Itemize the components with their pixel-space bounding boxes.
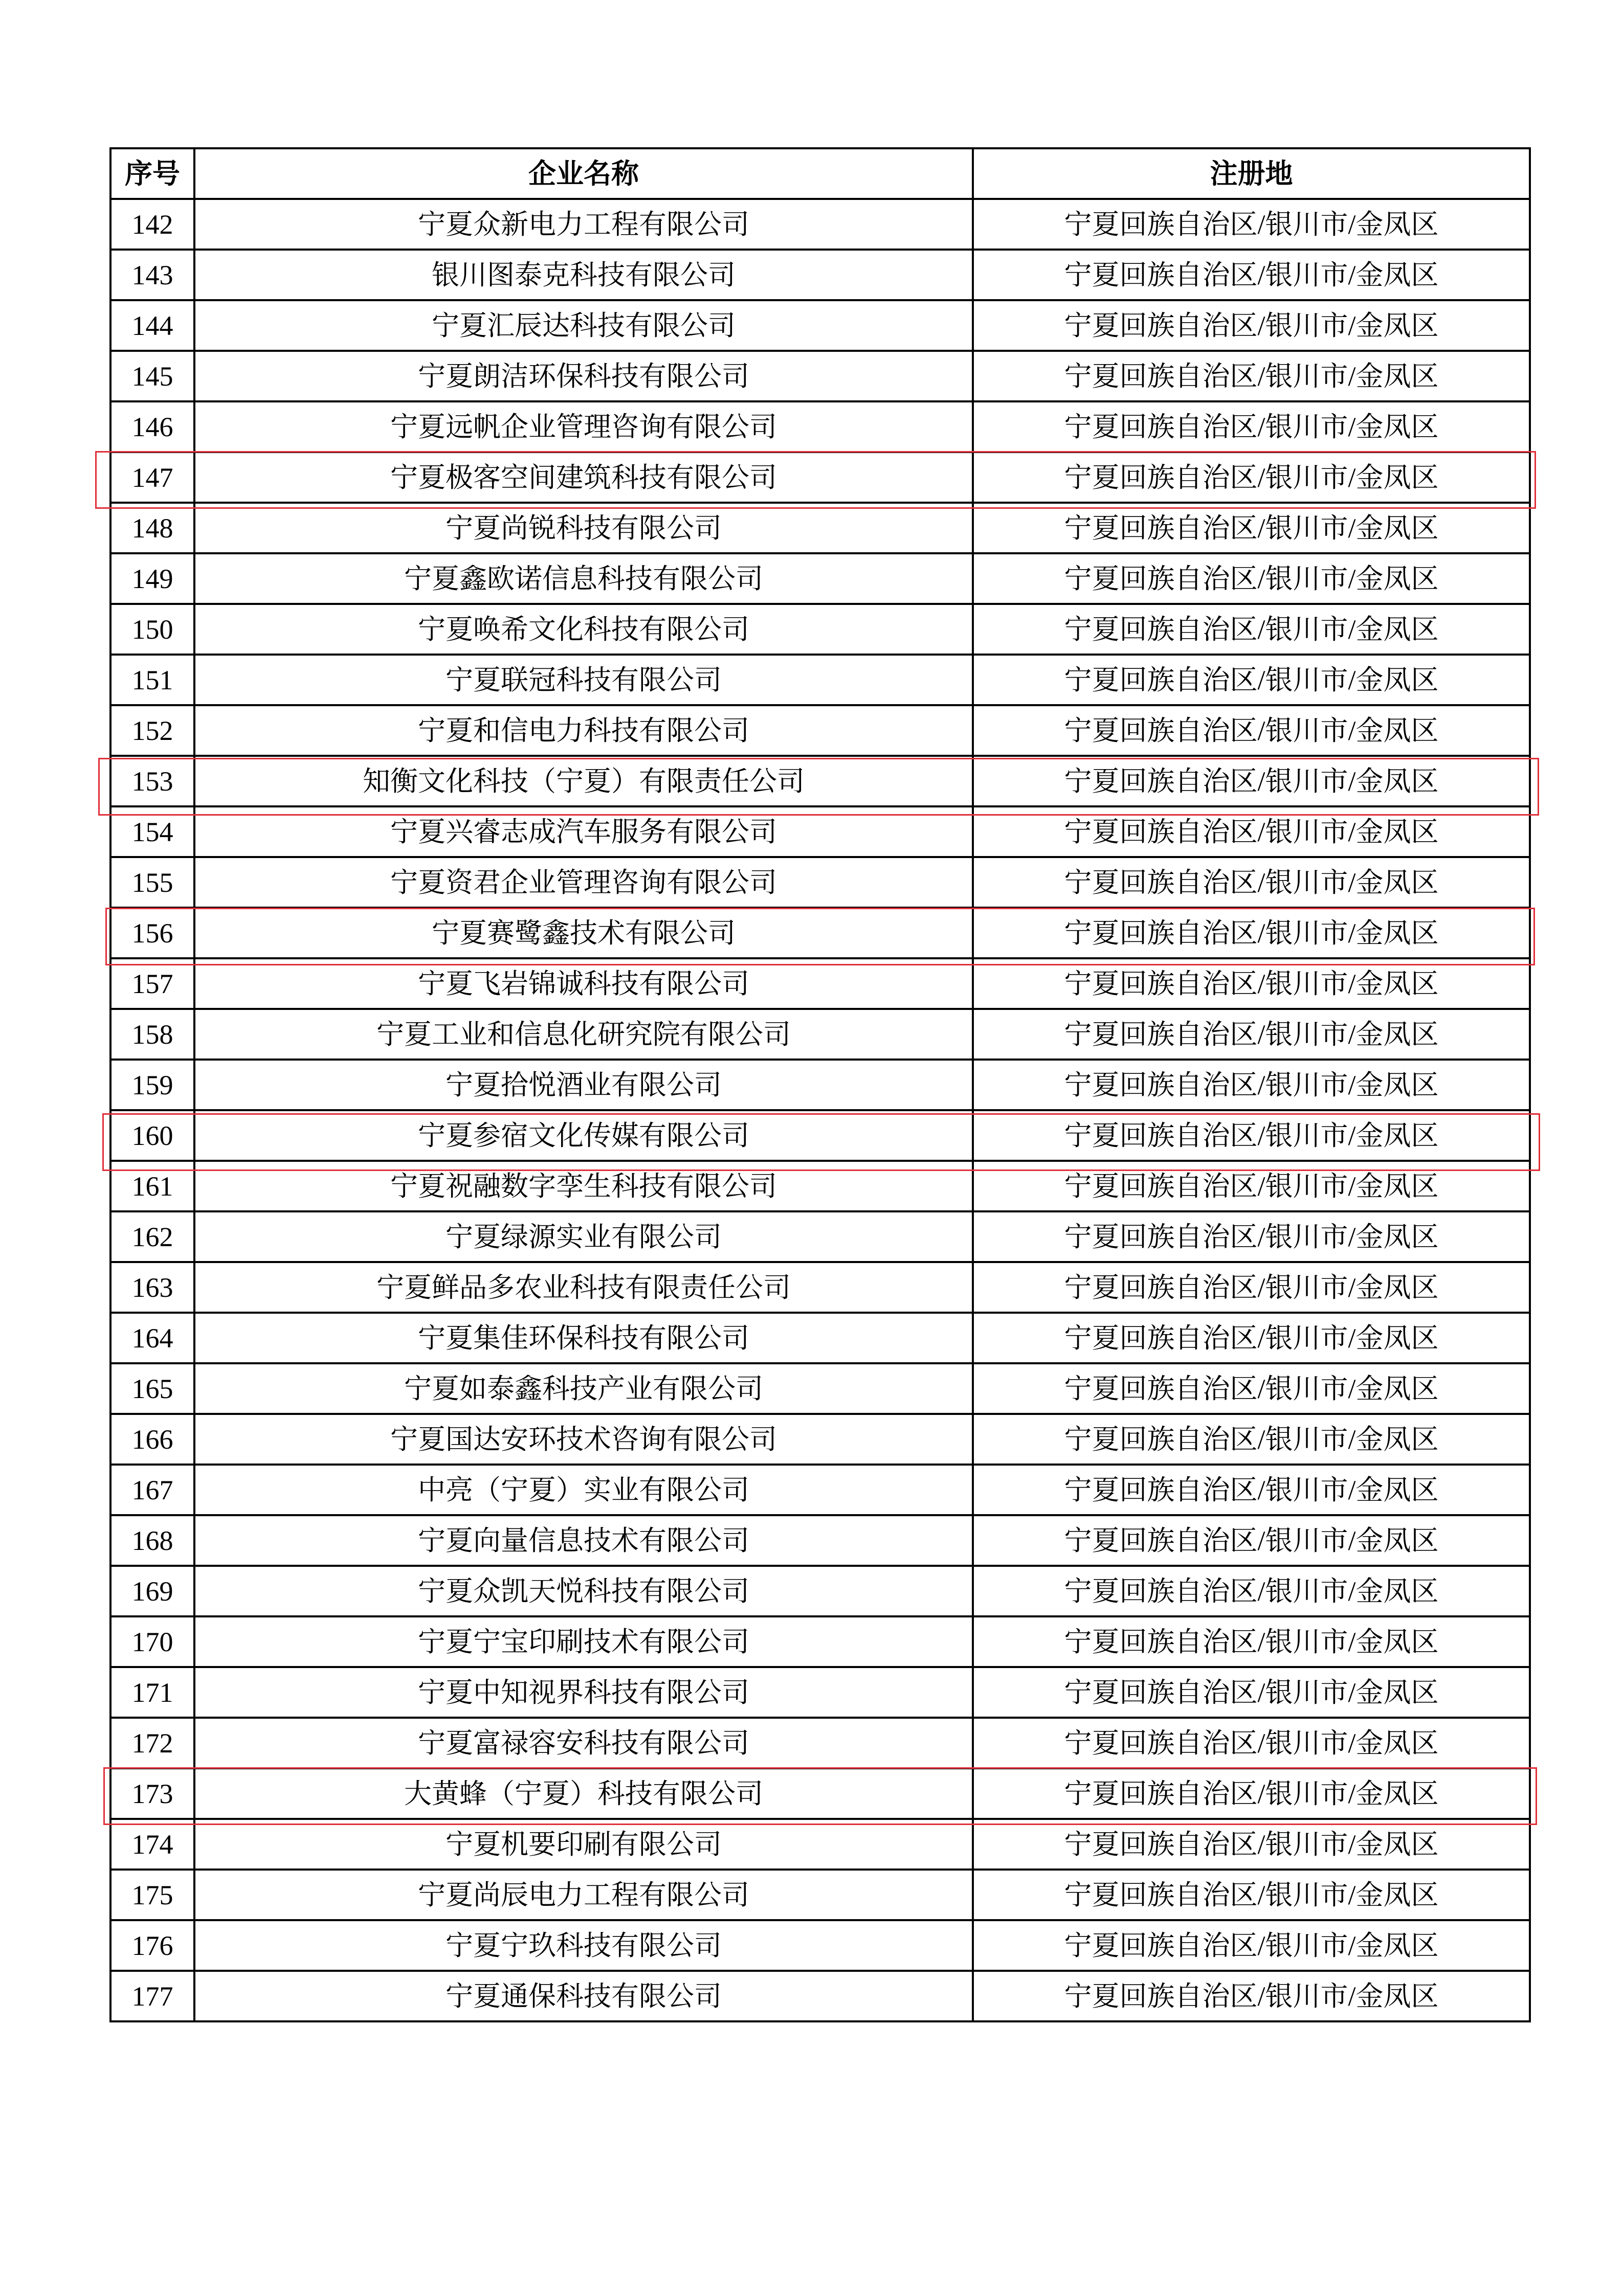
cell-seq: 171	[110, 1667, 194, 1718]
cell-company-name: 知衡文化科技（宁夏）有限责任公司	[194, 756, 973, 806]
cell-registered-place: 宁夏回族自治区/银川市/金凤区	[973, 1262, 1530, 1313]
cell-seq: 153	[110, 756, 194, 806]
cell-registered-place: 宁夏回族自治区/银川市/金凤区	[973, 1819, 1530, 1870]
cell-company-name: 宁夏向量信息技术有限公司	[194, 1515, 973, 1566]
cell-registered-place: 宁夏回族自治区/银川市/金凤区	[973, 1009, 1530, 1060]
cell-company-name: 宁夏国达安环技术咨询有限公司	[194, 1414, 973, 1465]
cell-registered-place: 宁夏回族自治区/银川市/金凤区	[973, 1870, 1530, 1920]
table-row	[110, 1211, 1530, 1262]
cell-registered-place: 宁夏回族自治区/银川市/金凤区	[973, 1920, 1530, 1971]
cell-seq: 164	[110, 1313, 194, 1363]
cell-seq: 142	[110, 199, 194, 250]
cell-company-name: 宁夏工业和信息化研究院有限公司	[194, 1009, 973, 1060]
cell-seq: 143	[110, 250, 194, 300]
table-row	[110, 1414, 1530, 1465]
cell-seq: 161	[110, 1161, 194, 1211]
cell-seq: 144	[110, 300, 194, 351]
cell-seq: 177	[110, 1971, 194, 2021]
cell-registered-place: 宁夏回族自治区/银川市/金凤区	[973, 756, 1530, 806]
cell-registered-place: 宁夏回族自治区/银川市/金凤区	[973, 1161, 1530, 1211]
cell-registered-place: 宁夏回族自治区/银川市/金凤区	[973, 958, 1530, 1009]
cell-seq: 147	[110, 452, 194, 503]
table-row	[110, 1768, 1530, 1819]
cell-seq: 165	[110, 1363, 194, 1414]
cell-registered-place: 宁夏回族自治区/银川市/金凤区	[973, 250, 1530, 300]
table-row	[110, 655, 1530, 705]
cell-seq: 155	[110, 857, 194, 908]
cell-seq: 151	[110, 655, 194, 705]
table-row	[110, 1971, 1530, 2021]
table-row	[110, 300, 1530, 351]
cell-company-name: 宁夏众凯天悦科技有限公司	[194, 1566, 973, 1616]
cell-registered-place: 宁夏回族自治区/银川市/金凤区	[973, 1718, 1530, 1768]
table-body	[110, 199, 1530, 2021]
cell-registered-place: 宁夏回族自治区/银川市/金凤区	[973, 1768, 1530, 1819]
cell-registered-place: 宁夏回族自治区/银川市/金凤区	[973, 604, 1530, 655]
cell-registered-place: 宁夏回族自治区/银川市/金凤区	[973, 1211, 1530, 1262]
cell-company-name: 宁夏众新电力工程有限公司	[194, 199, 973, 250]
cell-company-name: 宁夏唤希文化科技有限公司	[194, 604, 973, 655]
table-row	[110, 199, 1530, 250]
cell-seq: 174	[110, 1819, 194, 1870]
cell-company-name: 宁夏拾悦酒业有限公司	[194, 1060, 973, 1110]
table-row	[110, 1870, 1530, 1920]
cell-seq: 173	[110, 1768, 194, 1819]
cell-registered-place: 宁夏回族自治区/银川市/金凤区	[973, 1313, 1530, 1363]
header-registered-place: 注册地	[973, 148, 1530, 199]
cell-registered-place: 宁夏回族自治区/银川市/金凤区	[973, 908, 1530, 958]
cell-seq: 148	[110, 503, 194, 553]
cell-company-name: 宁夏极客空间建筑科技有限公司	[194, 452, 973, 503]
cell-company-name: 宁夏如泰鑫科技产业有限公司	[194, 1363, 973, 1414]
cell-seq: 150	[110, 604, 194, 655]
cell-seq: 169	[110, 1566, 194, 1616]
cell-registered-place: 宁夏回族自治区/银川市/金凤区	[973, 806, 1530, 857]
cell-company-name: 宁夏绿源实业有限公司	[194, 1211, 973, 1262]
table-row	[110, 705, 1530, 756]
table-row	[110, 756, 1530, 806]
cell-company-name: 宁夏中知视界科技有限公司	[194, 1667, 973, 1718]
cell-seq: 167	[110, 1465, 194, 1515]
cell-company-name: 银川图泰克科技有限公司	[194, 250, 973, 300]
cell-company-name: 宁夏参宿文化传媒有限公司	[194, 1110, 973, 1161]
cell-seq: 170	[110, 1616, 194, 1667]
table-row	[110, 1161, 1530, 1211]
cell-seq: 172	[110, 1718, 194, 1768]
cell-seq: 146	[110, 401, 194, 452]
cell-seq: 156	[110, 908, 194, 958]
cell-company-name: 宁夏机要印刷有限公司	[194, 1819, 973, 1870]
cell-company-name: 宁夏尚辰电力工程有限公司	[194, 1870, 973, 1920]
table-row	[110, 1060, 1530, 1110]
cell-registered-place: 宁夏回族自治区/银川市/金凤区	[973, 401, 1530, 452]
cell-company-name: 宁夏飞岩锦诚科技有限公司	[194, 958, 973, 1009]
cell-company-name: 大黄蜂（宁夏）科技有限公司	[194, 1768, 973, 1819]
cell-seq: 154	[110, 806, 194, 857]
cell-registered-place: 宁夏回族自治区/银川市/金凤区	[973, 1971, 1530, 2021]
table-row	[110, 1667, 1530, 1718]
cell-registered-place: 宁夏回族自治区/银川市/金凤区	[973, 300, 1530, 351]
table-row	[110, 401, 1530, 452]
cell-company-name: 宁夏尚锐科技有限公司	[194, 503, 973, 553]
cell-seq: 152	[110, 705, 194, 756]
cell-company-name: 宁夏汇辰达科技有限公司	[194, 300, 973, 351]
table-header-row	[110, 148, 1530, 199]
cell-registered-place: 宁夏回族自治区/银川市/金凤区	[973, 1414, 1530, 1465]
table-row	[110, 1515, 1530, 1566]
table-row	[110, 806, 1530, 857]
cell-registered-place: 宁夏回族自治区/银川市/金凤区	[973, 351, 1530, 401]
cell-seq: 160	[110, 1110, 194, 1161]
table-row	[110, 1110, 1530, 1161]
cell-registered-place: 宁夏回族自治区/银川市/金凤区	[973, 503, 1530, 553]
cell-registered-place: 宁夏回族自治区/银川市/金凤区	[973, 1566, 1530, 1616]
cell-registered-place: 宁夏回族自治区/银川市/金凤区	[973, 1465, 1530, 1515]
cell-company-name: 宁夏远帆企业管理咨询有限公司	[194, 401, 973, 452]
table-row	[110, 1262, 1530, 1313]
cell-seq: 159	[110, 1060, 194, 1110]
table-row	[110, 351, 1530, 401]
cell-seq: 145	[110, 351, 194, 401]
cell-registered-place: 宁夏回族自治区/银川市/金凤区	[973, 655, 1530, 705]
table-row	[110, 908, 1530, 958]
company-table	[109, 147, 1531, 2022]
table-row	[110, 857, 1530, 908]
cell-company-name: 中亮（宁夏）实业有限公司	[194, 1465, 973, 1515]
cell-seq: 162	[110, 1211, 194, 1262]
cell-company-name: 宁夏宁玖科技有限公司	[194, 1920, 973, 1971]
cell-registered-place: 宁夏回族自治区/银川市/金凤区	[973, 1060, 1530, 1110]
cell-company-name: 宁夏和信电力科技有限公司	[194, 705, 973, 756]
table-row	[110, 553, 1530, 604]
table-row	[110, 1616, 1530, 1667]
table-row	[110, 1566, 1530, 1616]
cell-company-name: 宁夏兴睿志成汽车服务有限公司	[194, 806, 973, 857]
cell-seq: 166	[110, 1414, 194, 1465]
cell-seq: 168	[110, 1515, 194, 1566]
table-row	[110, 1819, 1530, 1870]
cell-seq: 175	[110, 1870, 194, 1920]
cell-company-name: 宁夏联冠科技有限公司	[194, 655, 973, 705]
table-row	[110, 1465, 1530, 1515]
table-row	[110, 1718, 1530, 1768]
header-company-name: 企业名称	[194, 148, 973, 199]
cell-seq: 158	[110, 1009, 194, 1060]
table-row	[110, 452, 1530, 503]
table-row	[110, 250, 1530, 300]
table-row	[110, 1363, 1530, 1414]
table-row	[110, 503, 1530, 553]
cell-company-name: 宁夏鲜品多农业科技有限责任公司	[194, 1262, 973, 1313]
cell-company-name: 宁夏资君企业管理咨询有限公司	[194, 857, 973, 908]
table-row	[110, 958, 1530, 1009]
cell-company-name: 宁夏鑫欧诺信息科技有限公司	[194, 553, 973, 604]
cell-company-name: 宁夏赛鹭鑫技术有限公司	[194, 908, 973, 958]
cell-registered-place: 宁夏回族自治区/银川市/金凤区	[973, 1515, 1530, 1566]
cell-registered-place: 宁夏回族自治区/银川市/金凤区	[973, 553, 1530, 604]
cell-seq: 163	[110, 1262, 194, 1313]
cell-company-name: 宁夏富禄容安科技有限公司	[194, 1718, 973, 1768]
header-seq: 序号	[110, 148, 194, 199]
cell-company-name: 宁夏通保科技有限公司	[194, 1971, 973, 2021]
cell-company-name: 宁夏祝融数字孪生科技有限公司	[194, 1161, 973, 1211]
table-row	[110, 604, 1530, 655]
cell-seq: 176	[110, 1920, 194, 1971]
cell-registered-place: 宁夏回族自治区/银川市/金凤区	[973, 452, 1530, 503]
table-row	[110, 1313, 1530, 1363]
cell-seq: 149	[110, 553, 194, 604]
cell-registered-place: 宁夏回族自治区/银川市/金凤区	[973, 1110, 1530, 1161]
cell-registered-place: 宁夏回族自治区/银川市/金凤区	[973, 1667, 1530, 1718]
cell-company-name: 宁夏朗洁环保科技有限公司	[194, 351, 973, 401]
cell-registered-place: 宁夏回族自治区/银川市/金凤区	[973, 705, 1530, 756]
cell-registered-place: 宁夏回族自治区/银川市/金凤区	[973, 1363, 1530, 1414]
cell-registered-place: 宁夏回族自治区/银川市/金凤区	[973, 199, 1530, 250]
table-row	[110, 1009, 1530, 1060]
cell-company-name: 宁夏集佳环保科技有限公司	[194, 1313, 973, 1363]
cell-company-name: 宁夏宁宝印刷技术有限公司	[194, 1616, 973, 1667]
cell-registered-place: 宁夏回族自治区/银川市/金凤区	[973, 1616, 1530, 1667]
cell-seq: 157	[110, 958, 194, 1009]
table-row	[110, 1920, 1530, 1971]
cell-registered-place: 宁夏回族自治区/银川市/金凤区	[973, 857, 1530, 908]
